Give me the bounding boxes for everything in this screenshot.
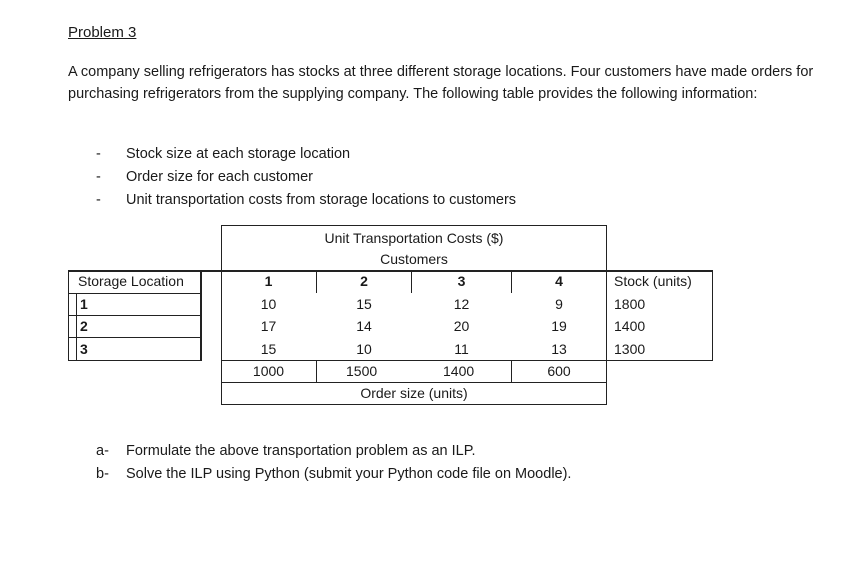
table-border — [68, 337, 201, 338]
bullet-marker: - — [96, 169, 101, 185]
question-label: b- — [96, 466, 109, 482]
order-cell: 1400 — [443, 363, 475, 379]
cost-cell: 11 — [454, 341, 469, 357]
cost-table-title: Unit Transportation Costs ($) — [324, 230, 504, 246]
bullet-marker: - — [96, 146, 101, 162]
stock-cell: 1300 — [614, 341, 646, 357]
cost-cell: 20 — [453, 318, 470, 334]
table-border — [316, 360, 317, 383]
order-size-label: Order size (units) — [360, 385, 468, 401]
customer-id: 4 — [555, 273, 563, 289]
storage-location-id: 2 — [80, 318, 88, 334]
table-border — [221, 404, 607, 405]
order-cell: 1000 — [252, 363, 285, 379]
cost-cell: 15 — [356, 296, 372, 312]
question-item — [96, 440, 571, 463]
bullet-order-size: - Order size for each customer — [96, 166, 516, 189]
storage-location-id: 3 — [80, 341, 88, 357]
question-label: a- — [96, 443, 109, 459]
customers-header: Customers — [380, 251, 448, 267]
order-cell: 1500 — [346, 363, 378, 379]
table-border — [68, 360, 201, 361]
cost-cell: 14 — [356, 318, 372, 334]
bullet-stock-size: - Stock size at each storage location — [96, 143, 516, 166]
customer-id: 3 — [457, 273, 466, 289]
problem-intro: A company selling refrigerators has stocks at three different storage locations. Four customers have made orders for purchasing refrigerators from the supplying company. The following table provides the following information: — [68, 64, 814, 102]
bullet-marker: - — [96, 192, 101, 208]
order-cell: 600 — [547, 363, 571, 379]
cost-cell: 12 — [453, 296, 470, 312]
storage-location-id: 1 — [80, 296, 88, 312]
customer-id: 2 — [360, 273, 368, 289]
cost-cell: 13 — [551, 341, 567, 357]
cost-cell: 15 — [260, 341, 277, 357]
bullet-transport-costs: - Unit transportation costs from storage locations to customers — [96, 189, 516, 212]
table-border — [68, 293, 201, 294]
question-list — [96, 440, 571, 486]
table-border — [68, 315, 201, 316]
table-border — [221, 225, 607, 226]
stock-cell: 1400 — [614, 318, 646, 334]
cost-cell: 10 — [260, 296, 277, 312]
stock-header: Stock (units) — [614, 273, 692, 289]
cost-cell: 9 — [555, 296, 563, 312]
cost-cell: 10 — [356, 341, 372, 357]
storage-location-header: Storage Location — [78, 273, 184, 289]
customer-id: 1 — [264, 273, 273, 289]
table-border — [76, 293, 77, 361]
table-border — [712, 270, 713, 361]
cost-cell: 17 — [260, 318, 277, 334]
stock-cell: 1800 — [614, 296, 646, 312]
question-item — [96, 463, 571, 486]
question-text: Formulate the above transportation problem as an ILP. — [126, 443, 476, 459]
table-border — [607, 360, 713, 361]
cost-cell: 19 — [551, 318, 567, 334]
question-text: Solve the ILP using Python (submit your Python code file on Moodle). — [126, 466, 572, 482]
problem-title: Problem 3 — [68, 24, 137, 41]
